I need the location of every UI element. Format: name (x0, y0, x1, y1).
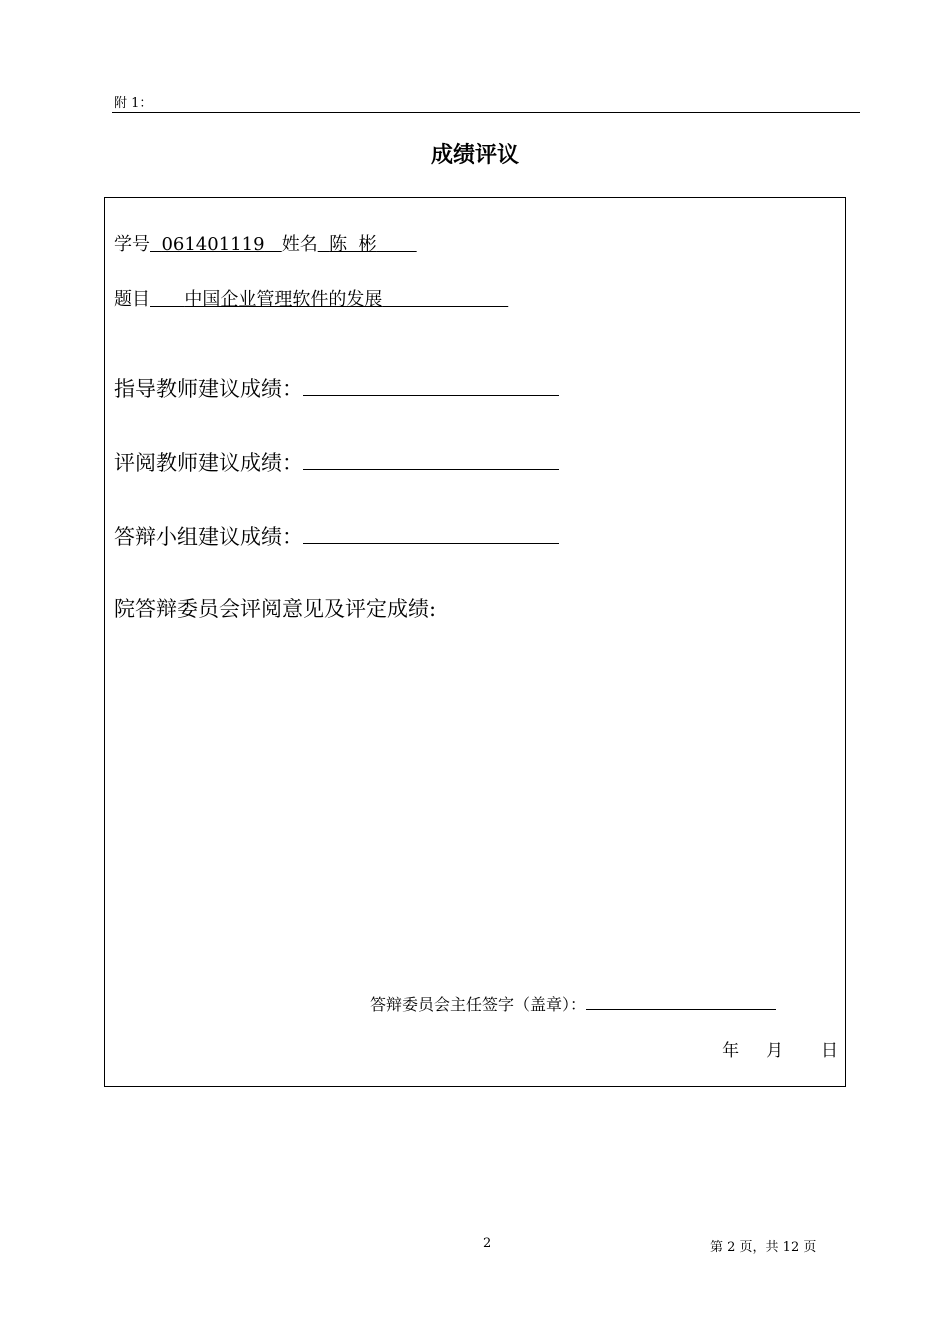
date-day: 日 (821, 1041, 838, 1061)
name-label: 姓名 (281, 234, 318, 255)
page-title: 成绩评议 (430, 143, 519, 168)
student-info-row (114, 230, 417, 256)
page-number: 2 (483, 1236, 492, 1251)
defense-group-grade-label: 答辩小组建议成绩： (114, 525, 303, 549)
topic-value: 中国企业管理软件的发展 (184, 289, 383, 310)
topic-row (114, 285, 508, 311)
defense-group-grade-row (114, 521, 559, 551)
committee-opinion-label: 院答辩委员会评阅意见及评定成绩: (114, 597, 437, 621)
date-row (722, 1036, 838, 1061)
page-info: 第 2 页，共 12 页 (710, 1240, 817, 1255)
advisor-grade-row (114, 373, 559, 403)
student-id-value: 061401119 (161, 234, 265, 255)
name-value: 陈 彬 (329, 234, 377, 255)
header-rule (112, 112, 860, 113)
date-year: 年 (722, 1041, 740, 1061)
chair-signature-label: 答辩委员会主任签字（盖章）： (370, 995, 587, 1014)
student-id-label: 学号 (114, 234, 150, 255)
attachment-label: 附 1： (114, 96, 153, 111)
date-month: 月 (766, 1041, 784, 1061)
reviewer-grade-row (114, 447, 559, 477)
chair-signature-blank (586, 1009, 776, 1010)
advisor-grade-label: 指导教师建议成绩： (114, 377, 303, 401)
reviewer-grade-blank (303, 469, 559, 470)
advisor-grade-blank (303, 395, 559, 396)
defense-group-grade-blank (303, 543, 559, 544)
reviewer-grade-label: 评阅教师建议成绩： (114, 451, 303, 475)
form-box (104, 197, 846, 1087)
topic-label: 题目 (114, 289, 150, 310)
chair-signature-row (370, 992, 776, 1015)
